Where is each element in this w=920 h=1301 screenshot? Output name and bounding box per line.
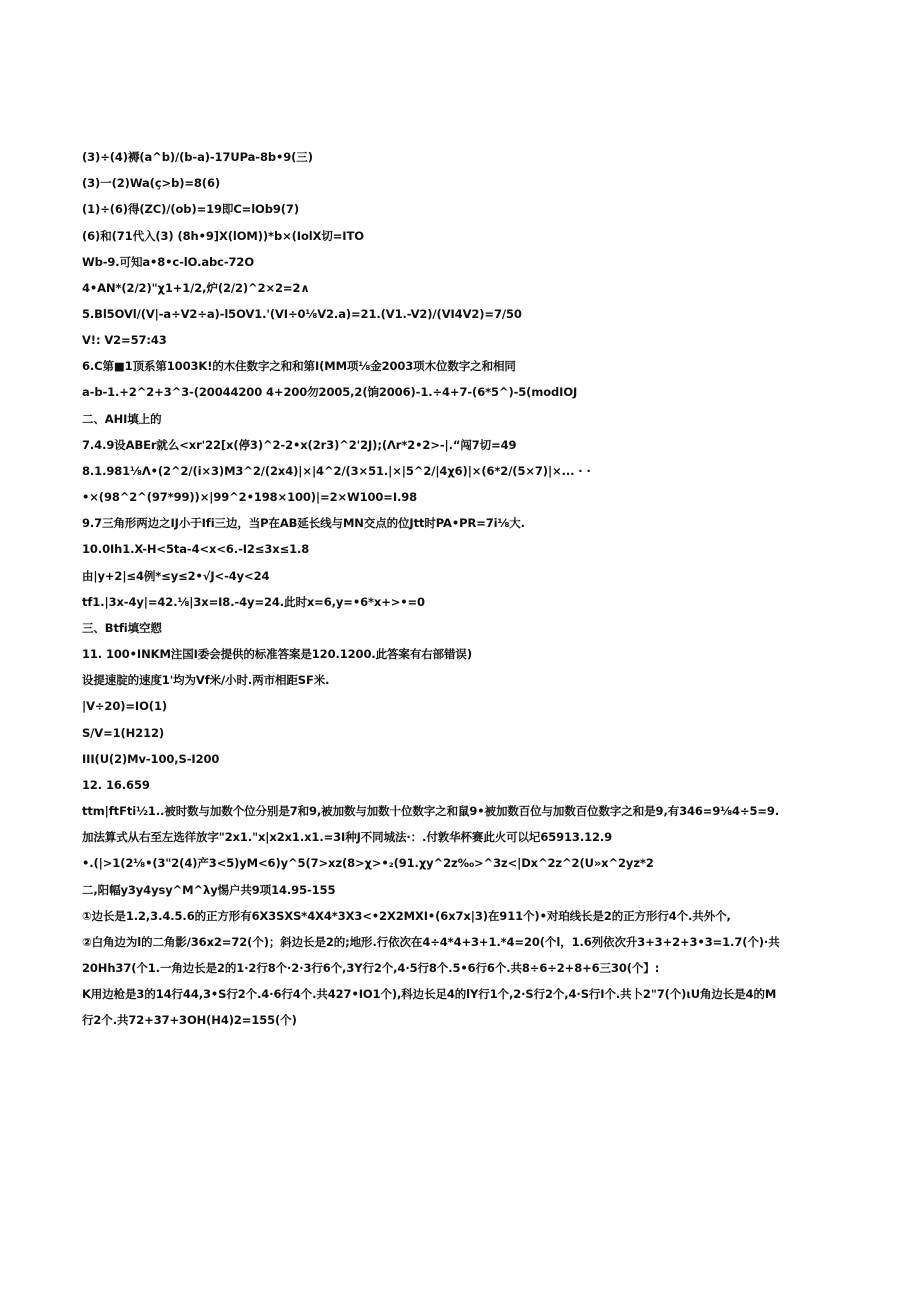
text-line-6: 4•AN*(2/2)"χ1+1/2,炉(2/2)^2×2=2∧ xyxy=(82,281,310,295)
text-line-13: 8.1.981⅛Λ•(2^2/(i×3)M3^2/(2x4)|×|4^2/(3×51.|×|5^2/|4χ6)|×(6*2/(5×7)|×... · · xyxy=(82,464,591,478)
text-line-8: V!: V2=57:43 xyxy=(82,333,167,347)
text-line-20: 11. 100•INKM注国I委会提供的标准答案是120.1200.此答案有右部错误) xyxy=(82,647,472,661)
text-line-1: (3)÷(4)褥(a^b)/(b-a)-17UPa-8b•9(三) xyxy=(82,150,313,164)
text-line-15: 9.7三角形两边之IJ小于Ifi三边，当P在AB延长线与MN交点的位Jtt时PA•PR=7i⅛大. xyxy=(82,516,525,530)
text-line-34: 行2个.共72+37+3OH(H4)2=155(个) xyxy=(82,1013,297,1027)
text-line-23: S/V=1(H212) xyxy=(82,726,165,740)
text-line-4: (6)和(71代入(3) (8h•9]X(lOM))*b×(IolX切=ITO xyxy=(82,229,364,243)
text-line-27: 加法算式从右至左选徉放字"2x1."x|x2x1.x1.=3I种J不同城法·：.付敦华杯赛此火可以圮65913.12.9 xyxy=(82,830,613,844)
section-heading-2: 二、AHI填上的 xyxy=(82,412,162,426)
text-line-30: ①边长是1.2,3.4.5.6的正方形有6X3SXS*4X4*3X3<•2X2MXI•(6x7x|3)在911个)•对珀线长是2的正方形行4个.共外个, xyxy=(82,909,731,923)
text-line-9: 6.C第■1顶系第1003K!的木住数字之和和第I(MM项⅛金2003项木位数字之和相同 xyxy=(82,359,516,373)
text-line-26: ttm|ftFti½1..被时数与加数个位分别是7和9,被加数与加数十位数字之和鼠9•被加数百位与加数百位数字之和是9,有346=9⅛4÷5=9. xyxy=(82,804,780,818)
text-line-16: 10.0Ih1.X-H<5ta-4<x<6.-I2≤3x≤1.8 xyxy=(82,542,310,556)
text-line-25: 12. 16.659 xyxy=(82,778,150,792)
text-line-29: 二,阳幅y3y4ysy^M^λy惕户共9项14.95-155 xyxy=(82,883,336,897)
text-line-12: 7.4.9设ABEr就么<xr'22[x(停3)^2-2•x(2r3)^2'2J);(Λr*2•2>-|.“闯7切=49 xyxy=(82,438,517,452)
text-line-28: •.(|>1(2⅛•(3"2(4)产3<5)yM<6)y^5(7>xz(8>χ>•₂(91.χy^2z‰>^3z<|Dx^2z^2(U»x^2yz*2 xyxy=(82,856,654,870)
text-line-31: ②白角边为l的二角影/36x2=72(个)；斜边长是2的;地形.行依次在4÷4*4+3+1.*4=20(个l，1.6列依次升3+3+2+3•3=1.7(个)·共 xyxy=(82,935,780,949)
text-line-33: K用边枪是3的14行44,3•S行2个.4·6行4个.共427•IO1个),科边长足4的lY行1个,2·S行2个,4·S行I个.共卜2"7(个)ιU角边长是4的M xyxy=(82,987,777,1001)
text-line-7: 5.Bl5OVl/(V|-a÷V2÷a)-l5OV1.'(VI÷0⅛V2.a)=21.(V1.-V2)/(VI4V2)=7/50 xyxy=(82,307,522,321)
text-line-22: |V÷20)=IO(1) xyxy=(82,699,167,713)
text-line-17: 由|y+2|≤4例*≤y≤2•√J<-4y<24 xyxy=(82,569,270,583)
text-line-14: •×(98^2^(97*99))×|99^2•198×100)|=2×W100=I.98 xyxy=(82,490,418,504)
section-heading-3: 三、Btfi填空愬 xyxy=(82,621,162,635)
text-line-3: (1)÷(6)得(ZC)/(ob)=19即C=lOb9(7) xyxy=(82,202,299,216)
text-line-18: tf1.|3x-4y|=42.⅛|3x=I8.-4y=24.此时x=6,y=•6*x+>•=0 xyxy=(82,595,425,609)
text-line-5: Wb-9.可知a•8•c-lO.abc-72O xyxy=(82,255,255,269)
text-line-32: 20Hh37(个1.一角边长是2的1·2行8个·2·3行6个,3Y行2个,4·5行8个.5•6行6个.共8÷6÷2+8+6三30(个】: xyxy=(82,961,660,975)
text-line-24: III(U(2)Mv-100,S-I200 xyxy=(82,752,220,766)
text-line-21: 设提速腚的速度1'均为Vf米/小时.两市相距SF米. xyxy=(82,673,330,687)
text-line-10: a-b-1.+2^2+3^3-(20044200 4+200勿2005,2(饷2006)-1.÷4+7-(6*5^)-5(modIOJ xyxy=(82,385,578,399)
text-line-2: (3)一(2)Wa(ç>b)=8(6) xyxy=(82,176,221,190)
